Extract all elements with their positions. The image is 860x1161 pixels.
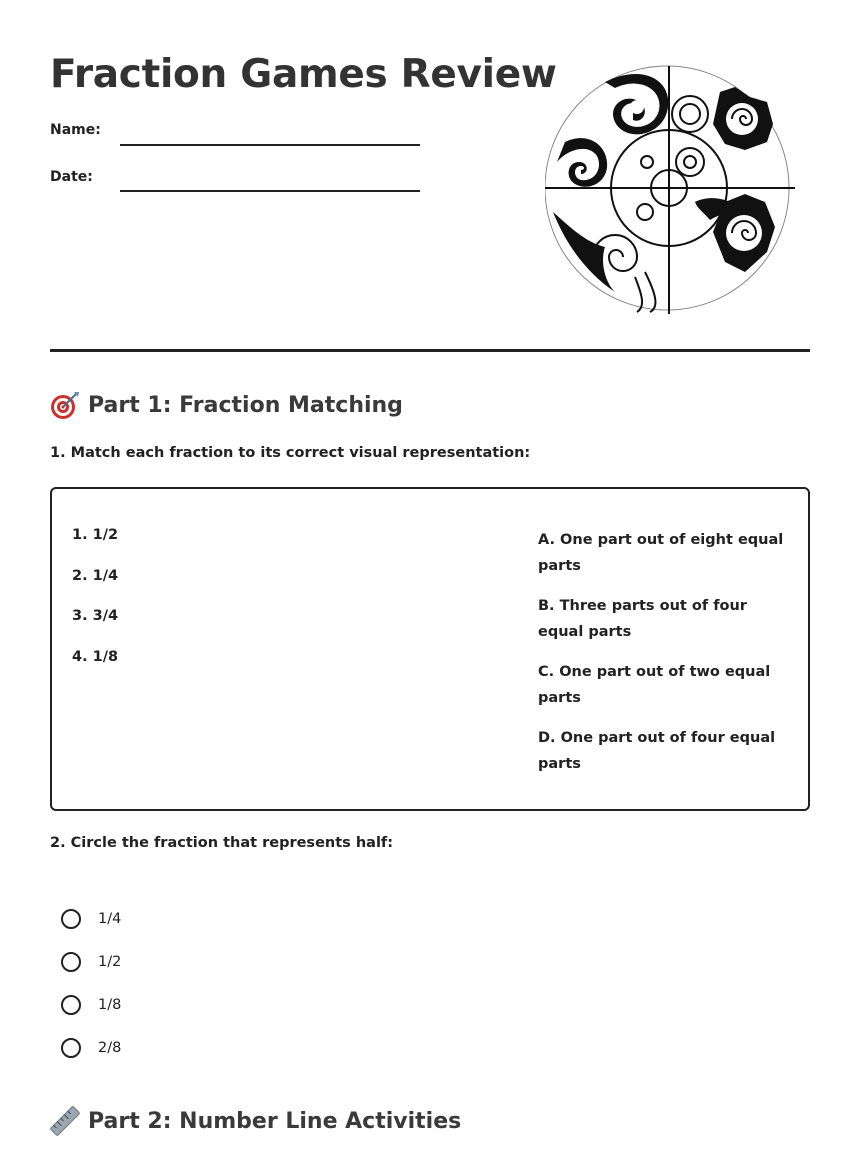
option-label: 1/8: [98, 996, 122, 1013]
name-field-line[interactable]: [120, 144, 420, 146]
radio-circle[interactable]: [61, 995, 81, 1015]
answer-options: [60, 897, 121, 1069]
date-label: Date:: [50, 169, 93, 185]
fraction-item: 4. 1/8: [72, 648, 119, 665]
part2-heading: [50, 1106, 461, 1136]
option-1-8[interactable]: [60, 983, 121, 1026]
page-title: Fraction Games Review: [50, 52, 557, 97]
part1-heading-text: Part 1: Fraction Matching: [88, 392, 403, 418]
part2-heading-text: Part 2: Number Line Activities: [88, 1108, 462, 1134]
description-list: [538, 527, 788, 791]
date-field-line[interactable]: [120, 190, 420, 192]
part1-heading: [50, 390, 403, 420]
option-2-8[interactable]: [60, 1026, 121, 1069]
fraction-item: 3. 3/4: [72, 608, 119, 625]
option-label: 2/8: [98, 1039, 122, 1056]
name-label: Name:: [50, 122, 101, 138]
fraction-item: 1. 1/2: [72, 527, 119, 543]
decorative-swirl-emblem: [545, 62, 797, 316]
description-item: A. One part out of eight equal parts: [538, 532, 784, 574]
description-item: D. One part out of four equal parts: [538, 730, 776, 772]
fraction-list: [72, 527, 372, 689]
target-dart-icon: [50, 390, 80, 420]
radio-circle[interactable]: [61, 1038, 81, 1058]
header-divider: [50, 349, 810, 352]
question-2-prompt: 2. Circle the fraction that represents half:: [50, 835, 394, 851]
question-1-prompt: 1. Match each fraction to its correct visual representation:: [50, 445, 531, 461]
description-item: C. One part out of two equal parts: [538, 664, 771, 706]
matching-box: [50, 487, 810, 811]
option-label: 1/4: [98, 910, 122, 927]
option-1-2[interactable]: [60, 940, 121, 983]
description-item: B. Three parts out of four equal parts: [538, 598, 747, 640]
radio-circle[interactable]: [61, 909, 81, 929]
option-label: 1/2: [98, 953, 122, 970]
fraction-item: 2. 1/4: [72, 567, 119, 584]
radio-circle[interactable]: [61, 952, 81, 972]
ruler-icon: [50, 1106, 80, 1136]
option-1-4[interactable]: [60, 897, 121, 940]
